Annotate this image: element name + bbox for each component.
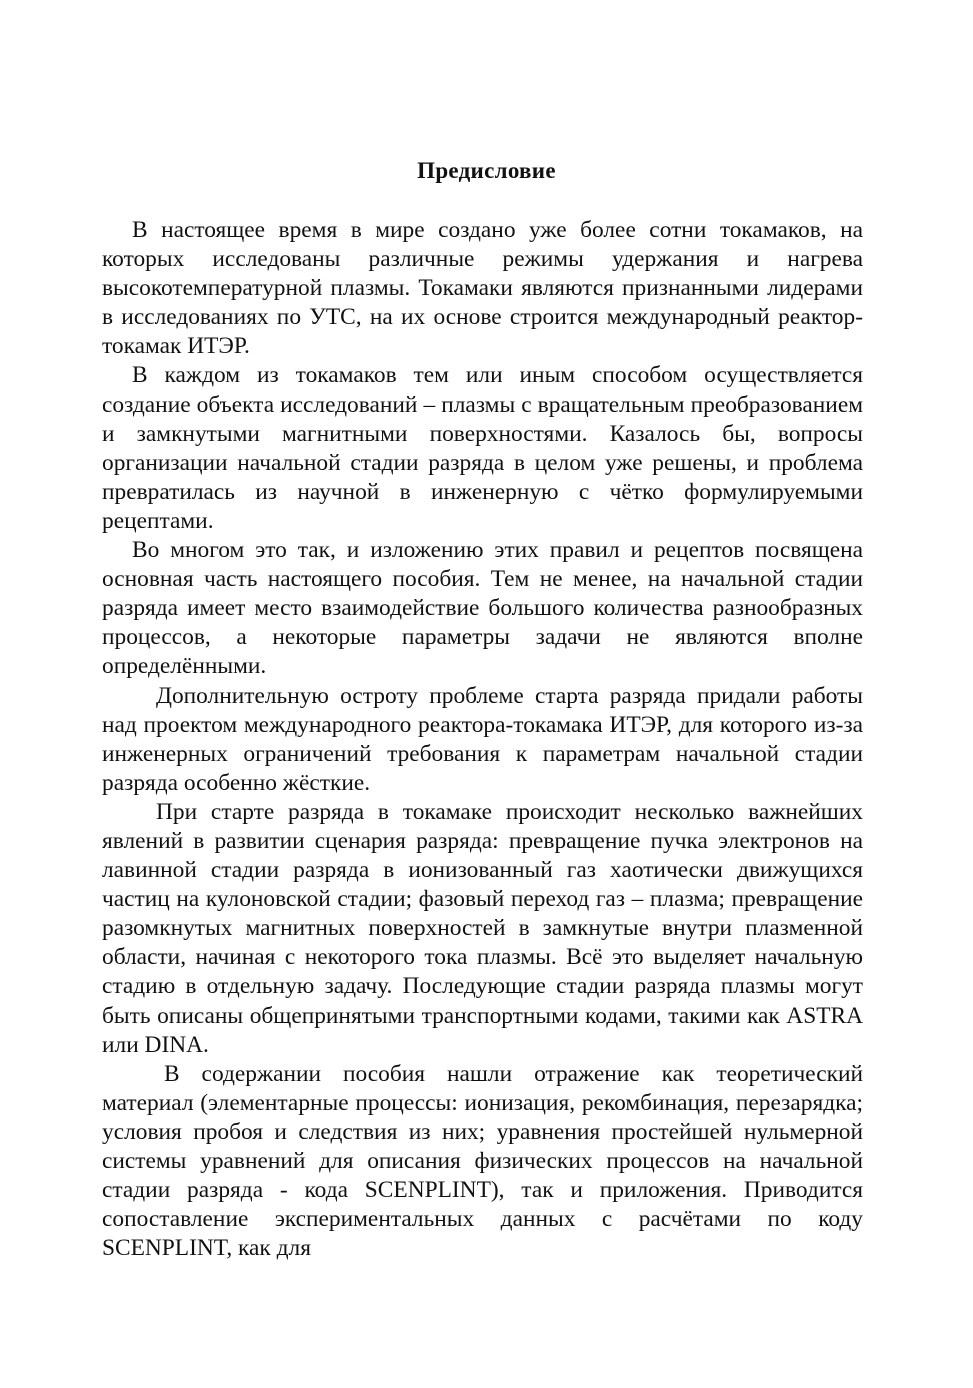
page-title: Предисловие xyxy=(417,158,556,183)
paragraph-5: При старте разряда в токамаке происходит несколько важнейших явлений в развитии сценария разряда: превращение пучка электронов на лавинной стадии разряда в ионизованный газ хаотически движущихся частиц на кулоновской стадии; фазовый переход газ – плазма; превращение разомкнутых магнитных поверхностей в замкнутые внутри плазменной области, начиная с некоторого тока плазмы. Всё это выделяет начальную стадию в отдельную задачу. Последующие стадии разряда плазмы могут быть описаны общепринятыми транспортными кодами, такими как ASTRA или DINA. xyxy=(102,798,863,1058)
body-text xyxy=(102,216,863,1263)
paragraph-1: В настоящее время в мире создано уже более сотни токамаков, на которых исследованы различные режимы удержания и нагрева высокотемпературной плазмы. Токамаки являются признанными лидерами в исследованиях по УТС, на их основе строится международный реактор-токамак ИТЭР. xyxy=(102,217,863,360)
paragraph-6: В содержании пособия нашли отражение как теоретический материал (элементарные процессы: ионизация, рекомбинация, перезарядка; условия пробоя и следствия из них; уравнения простейшей нульмерной системы уравнений для описания физических процессов на начальной стадии разряда - кода SCENPLINT), так и приложения. Приводится сопоставление экспериментальных данных с расчётами по коду SCENPLINT, как для xyxy=(102,1060,863,1262)
paragraph-4: Дополнительную остроту проблеме старта разряда придали работы над проектом международного реактора-токамака ИТЭР, для которого из-за инженерных ограничений требования к параметрам начальной стадии разряда особенно жёсткие. xyxy=(102,682,863,796)
paragraph-2: В каждом из токамаков тем или иным способом осуществляется создание объекта исследований – плазмы с вращательным преобразованием и замкнутыми магнитными поверхностями. Казалось бы, вопросы организации начальной стадии разряда в целом уже решены, и проблема превратилась из научной в инженерную с чётко формулируемыми рецептами. xyxy=(102,362,863,534)
paragraph-3: Во многом это так, и изложению этих правил и рецептов посвящена основная часть настоящего пособия. Тем не менее, на начальной стадии разряда имеет место взаимодействие большого количества разнообразных процессов, а некоторые параметры задачи не являются вполне определёнными. xyxy=(102,537,863,680)
